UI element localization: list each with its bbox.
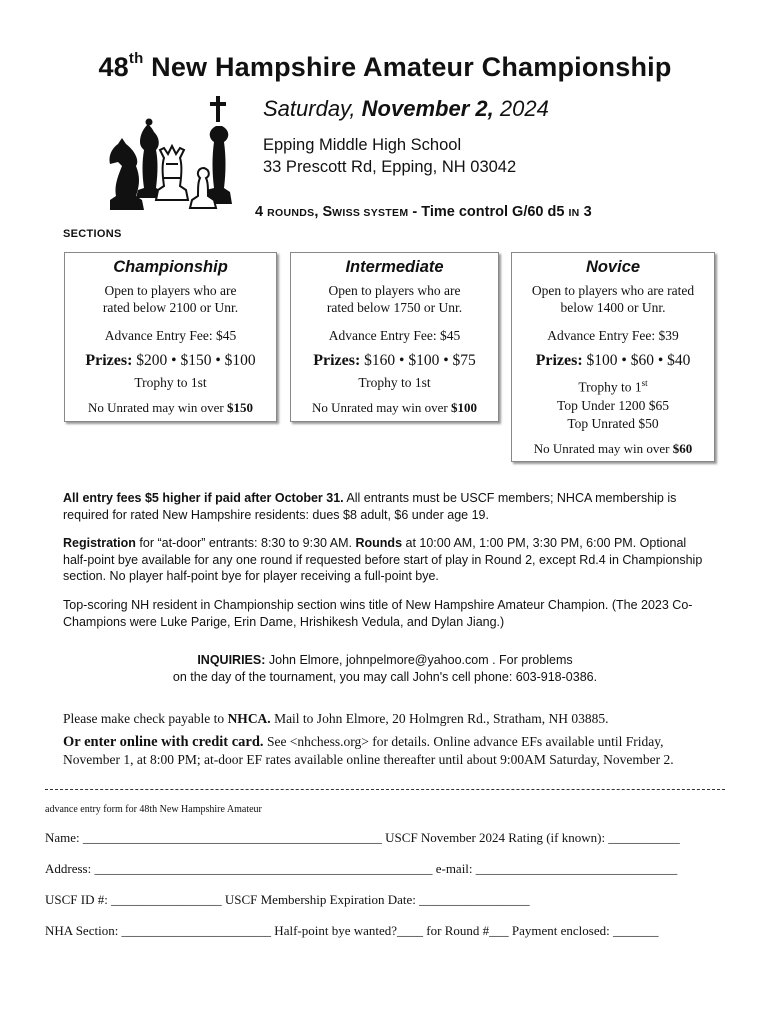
pawn-icon	[190, 168, 216, 208]
section-name: Championship	[113, 258, 228, 276]
venue	[263, 134, 516, 178]
inquiries-paragraph: INQUIRIES: John Elmore, johnpelmore@yahoo.com . For problems on the day of the tournament, you may call John's cell phone: 603-918-0386.	[172, 653, 598, 684]
address-field[interactable]: Address: ____________________________________________________ e-mail: _______________________________	[45, 861, 678, 876]
venue-name: Epping Middle High School	[263, 136, 462, 154]
section-name: Novice	[585, 258, 641, 276]
page-title: 48th New Hampshire Amateur Championship	[98, 50, 672, 82]
uscf-id-field[interactable]: USCF ID #: _________________ USCF Membership Expiration Date: _________________	[45, 892, 530, 907]
section-trophy: Trophy to 1st	[358, 375, 431, 390]
queen-icon	[156, 146, 188, 200]
sections-heading: SECTIONS	[63, 228, 122, 240]
section-unrated: No Unrated may win over $150	[88, 400, 253, 415]
section-fee: Advance Entry Fee: $39	[547, 328, 679, 343]
online-entry-paragraph: Or enter online with credit card. See <nhchess.org> for details. Online advance EFs available until Friday, November 1, at 8:00 PM; at-door EF rates available online thereafter until about 9:00AM Saturday, November 2.	[63, 734, 674, 767]
section-extra-prize: Top Unrated $50	[567, 415, 659, 431]
payment-paragraph: Please make check payable to NHCA. Mail to John Elmore, 20 Holmgren Rd., Stratham, NH 03885.	[63, 711, 609, 726]
section-fee: Advance Entry Fee: $45	[104, 328, 237, 343]
form-heading: advance entry form for 48th New Hampshire Amateur	[45, 804, 262, 815]
bishop-icon	[136, 119, 162, 199]
section-box-championship	[64, 252, 277, 422]
section-fee: Advance Entry Fee: $45	[328, 328, 461, 343]
section-trophy: Trophy to 1st	[134, 375, 207, 390]
chess-pieces-illustration	[100, 92, 245, 212]
section-field[interactable]: NHA Section: _______________________ Half-point bye wanted?____ for Round #___ Payment enclosed: _______	[45, 923, 659, 938]
section-prizes: Prizes: $100 • $60 • $40	[535, 352, 691, 369]
rounds-info: 4 ROUNDS, SWISS SYSTEM - Time control G/60 d5 IN 3	[255, 204, 592, 220]
section-eligibility: Open to players who are rated below 1400 or Unr.	[531, 283, 695, 315]
section-box-intermediate	[290, 252, 499, 422]
section-eligibility: Open to players who are rated below 1750 or Unr.	[326, 283, 463, 315]
registration-paragraph: Registration for “at-door” entrants: 8:30 to 9:30 AM. Rounds at 10:00 AM, 1:00 PM, 3:30 PM, 6:00 PM. Optional half-point bye available for any one round if requested before start of play in Round 2, except Rd.4 in Championship section. No player half-point bye for player receiving a full-point bye.	[63, 536, 703, 583]
champion-paragraph: Top-scoring NH resident in Championship section wins title of New Hampshire Amateur Champion. (The 2023 Co-Champions were Luke Parige, Erin Dame, Hrishikesh Vedula, and Dylan Jiang.)	[63, 598, 693, 629]
section-eligibility: Open to players who are rated below 2100 or Unr.	[102, 283, 239, 315]
event-date: Saturday, November 2, 2024	[263, 96, 549, 121]
section-prizes: Prizes: $160 • $100 • $75	[313, 352, 476, 369]
section-extra-prize: Top Under 1200 $65	[557, 397, 669, 413]
section-name: Intermediate	[345, 258, 444, 276]
name-field[interactable]: Name: ______________________________________________ USCF November 2024 Rating (if known): ___________	[45, 830, 680, 845]
knight-icon	[109, 138, 144, 210]
section-box-novice	[511, 252, 715, 462]
section-unrated: No Unrated may win over $60	[533, 440, 693, 456]
venue-address: 33 Prescott Rd, Epping, NH 03042	[263, 158, 517, 176]
section-trophy: Trophy to 1st	[578, 378, 648, 395]
fees-paragraph: All entry fees $5 higher if paid after October 31. All entrants must be USCF members; NHCA membership is required for rated New Hampshire residents: dues $8 adult, $6 under age 19.	[63, 491, 677, 522]
section-unrated: No Unrated may win over $100	[312, 400, 477, 415]
section-prizes: Prizes: $200 • $150 • $100	[85, 352, 256, 369]
cut-line	[45, 789, 725, 790]
